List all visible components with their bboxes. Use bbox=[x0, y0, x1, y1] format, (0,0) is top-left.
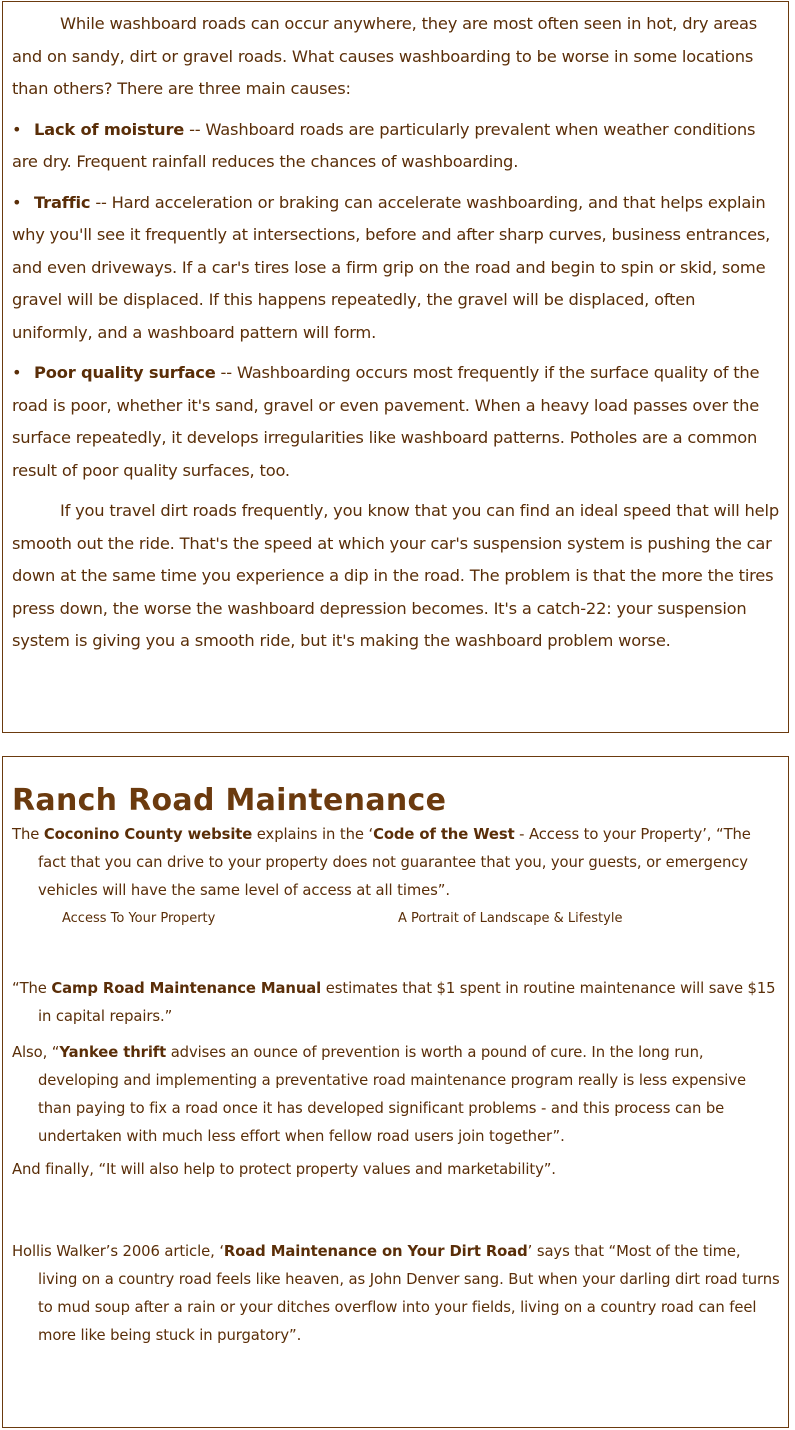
bullet-term: Lack of moisture bbox=[34, 119, 185, 139]
bullet-icon: • bbox=[12, 363, 22, 382]
yankee-thrift-link[interactable]: Yankee thrift bbox=[59, 1044, 167, 1061]
finally-paragraph: And finally, “It will also help to protect property values and marketability”. bbox=[12, 1161, 556, 1178]
text-span: Also, “ bbox=[12, 1044, 60, 1061]
coconino-paragraph bbox=[12, 821, 780, 905]
text-span: explains in the ‘ bbox=[252, 826, 374, 843]
text-span: advises an ounce of prevention is worth a pound of cure. In the long run, developing and implementing a preventative road maintenance program really is less expensive than paying to fix a road once it has developed significant problems - and this process can be undertaken with much less effort when fellow road users join together”. bbox=[38, 1044, 746, 1145]
bullet-term: Poor quality surface bbox=[34, 363, 216, 382]
bullet-icon: • bbox=[12, 192, 22, 212]
text-span: - Access to your Property’, “The fact that you can drive to your property does not guarantee that you, your guests, or emergency vehicles will have the same level of access at all times”. bbox=[38, 826, 751, 899]
text-span: The bbox=[12, 826, 44, 843]
bullet-poor-quality-surface bbox=[12, 357, 780, 487]
bullet-text: -- Hard acceleration or braking can accelerate washboarding, and that helps explain why you'll see it frequently at intersections, before and after sharp curves, business entrances, and even driveways. If a car's tires lose a firm grip on the road and begin to spin or skid, some gravel will be displaced. If this happens repeatedly, the gravel will be displaced, often uniformly, and a washboard pattern will form. bbox=[12, 192, 771, 342]
ranch-road-maintenance-box bbox=[2, 756, 789, 1428]
closing-paragraph: If you travel dirt roads frequently, you know that you can find an ideal speed that will help smooth out the ride. That's the speed at which your car's suspension system is pushing the car down at the same time you experience a dip in the road. The problem is that the more the tires press down, the worse the washboard depression becomes. It's a catch-22: your suspension system is giving you a smooth ride, but it's making the washboard problem worse. bbox=[12, 501, 779, 650]
bullet-lack-of-moisture bbox=[12, 114, 780, 179]
washboard-causes-box bbox=[2, 1, 789, 733]
section-title: Ranch Road Maintenance bbox=[12, 783, 447, 818]
coconino-link[interactable]: Coconino County website bbox=[43, 826, 253, 843]
intro-paragraph: While washboard roads can occur anywhere, they are most often seen in hot, dry areas and on sandy, dirt or gravel roads. What causes washboarding to be worse in some locations than others? There are three main causes: bbox=[12, 14, 758, 98]
camp-road-paragraph bbox=[12, 975, 780, 1031]
bullet-icon: • bbox=[12, 119, 22, 139]
yankee-thrift-paragraph bbox=[12, 1039, 780, 1151]
code-of-the-west-link[interactable]: Code of the West bbox=[373, 826, 515, 843]
text-span: Hollis Walker’s 2006 article, ‘ bbox=[12, 1243, 224, 1260]
text-span: “The bbox=[12, 980, 52, 997]
links-row bbox=[12, 905, 780, 933]
hollis-walker-paragraph bbox=[12, 1238, 780, 1350]
bullet-traffic bbox=[12, 187, 780, 350]
road-maintenance-article-link[interactable]: Road Maintenance on Your Dirt Road bbox=[223, 1243, 528, 1260]
bullet-text: -- Washboard roads are particularly prevalent when weather conditions are dry. Frequent rainfall reduces the chances of washboarding. bbox=[12, 119, 756, 171]
portrait-of-landscape-link[interactable]: A Portrait of Landscape & Lifestyle bbox=[398, 911, 623, 926]
bullet-term: Traffic bbox=[34, 192, 91, 212]
camp-road-manual-link[interactable]: Camp Road Maintenance Manual bbox=[51, 980, 322, 997]
access-to-your-property-link[interactable]: Access To Your Property bbox=[62, 911, 216, 926]
text-span: estimates that $1 spent in routine maintenance will save $15 in capital repairs.” bbox=[38, 980, 776, 1025]
bullet-text: -- Washboarding occurs most frequently if the surface quality of the road is poor, whether it's sand, gravel or even pavement. When a heavy load passes over the surface repeatedly, it develops irregularities like washboard patterns. Potholes are a common result of poor quality surfaces, too. bbox=[12, 363, 760, 480]
text-span: ’ says that “Most of the time, living on a country road feels like heaven, as John Denver sang. But when your darling dirt road turns to mud soup after a rain or your ditches overflow into your fields, living on a country road can feel more like being stuck in purgatory”. bbox=[38, 1243, 780, 1344]
